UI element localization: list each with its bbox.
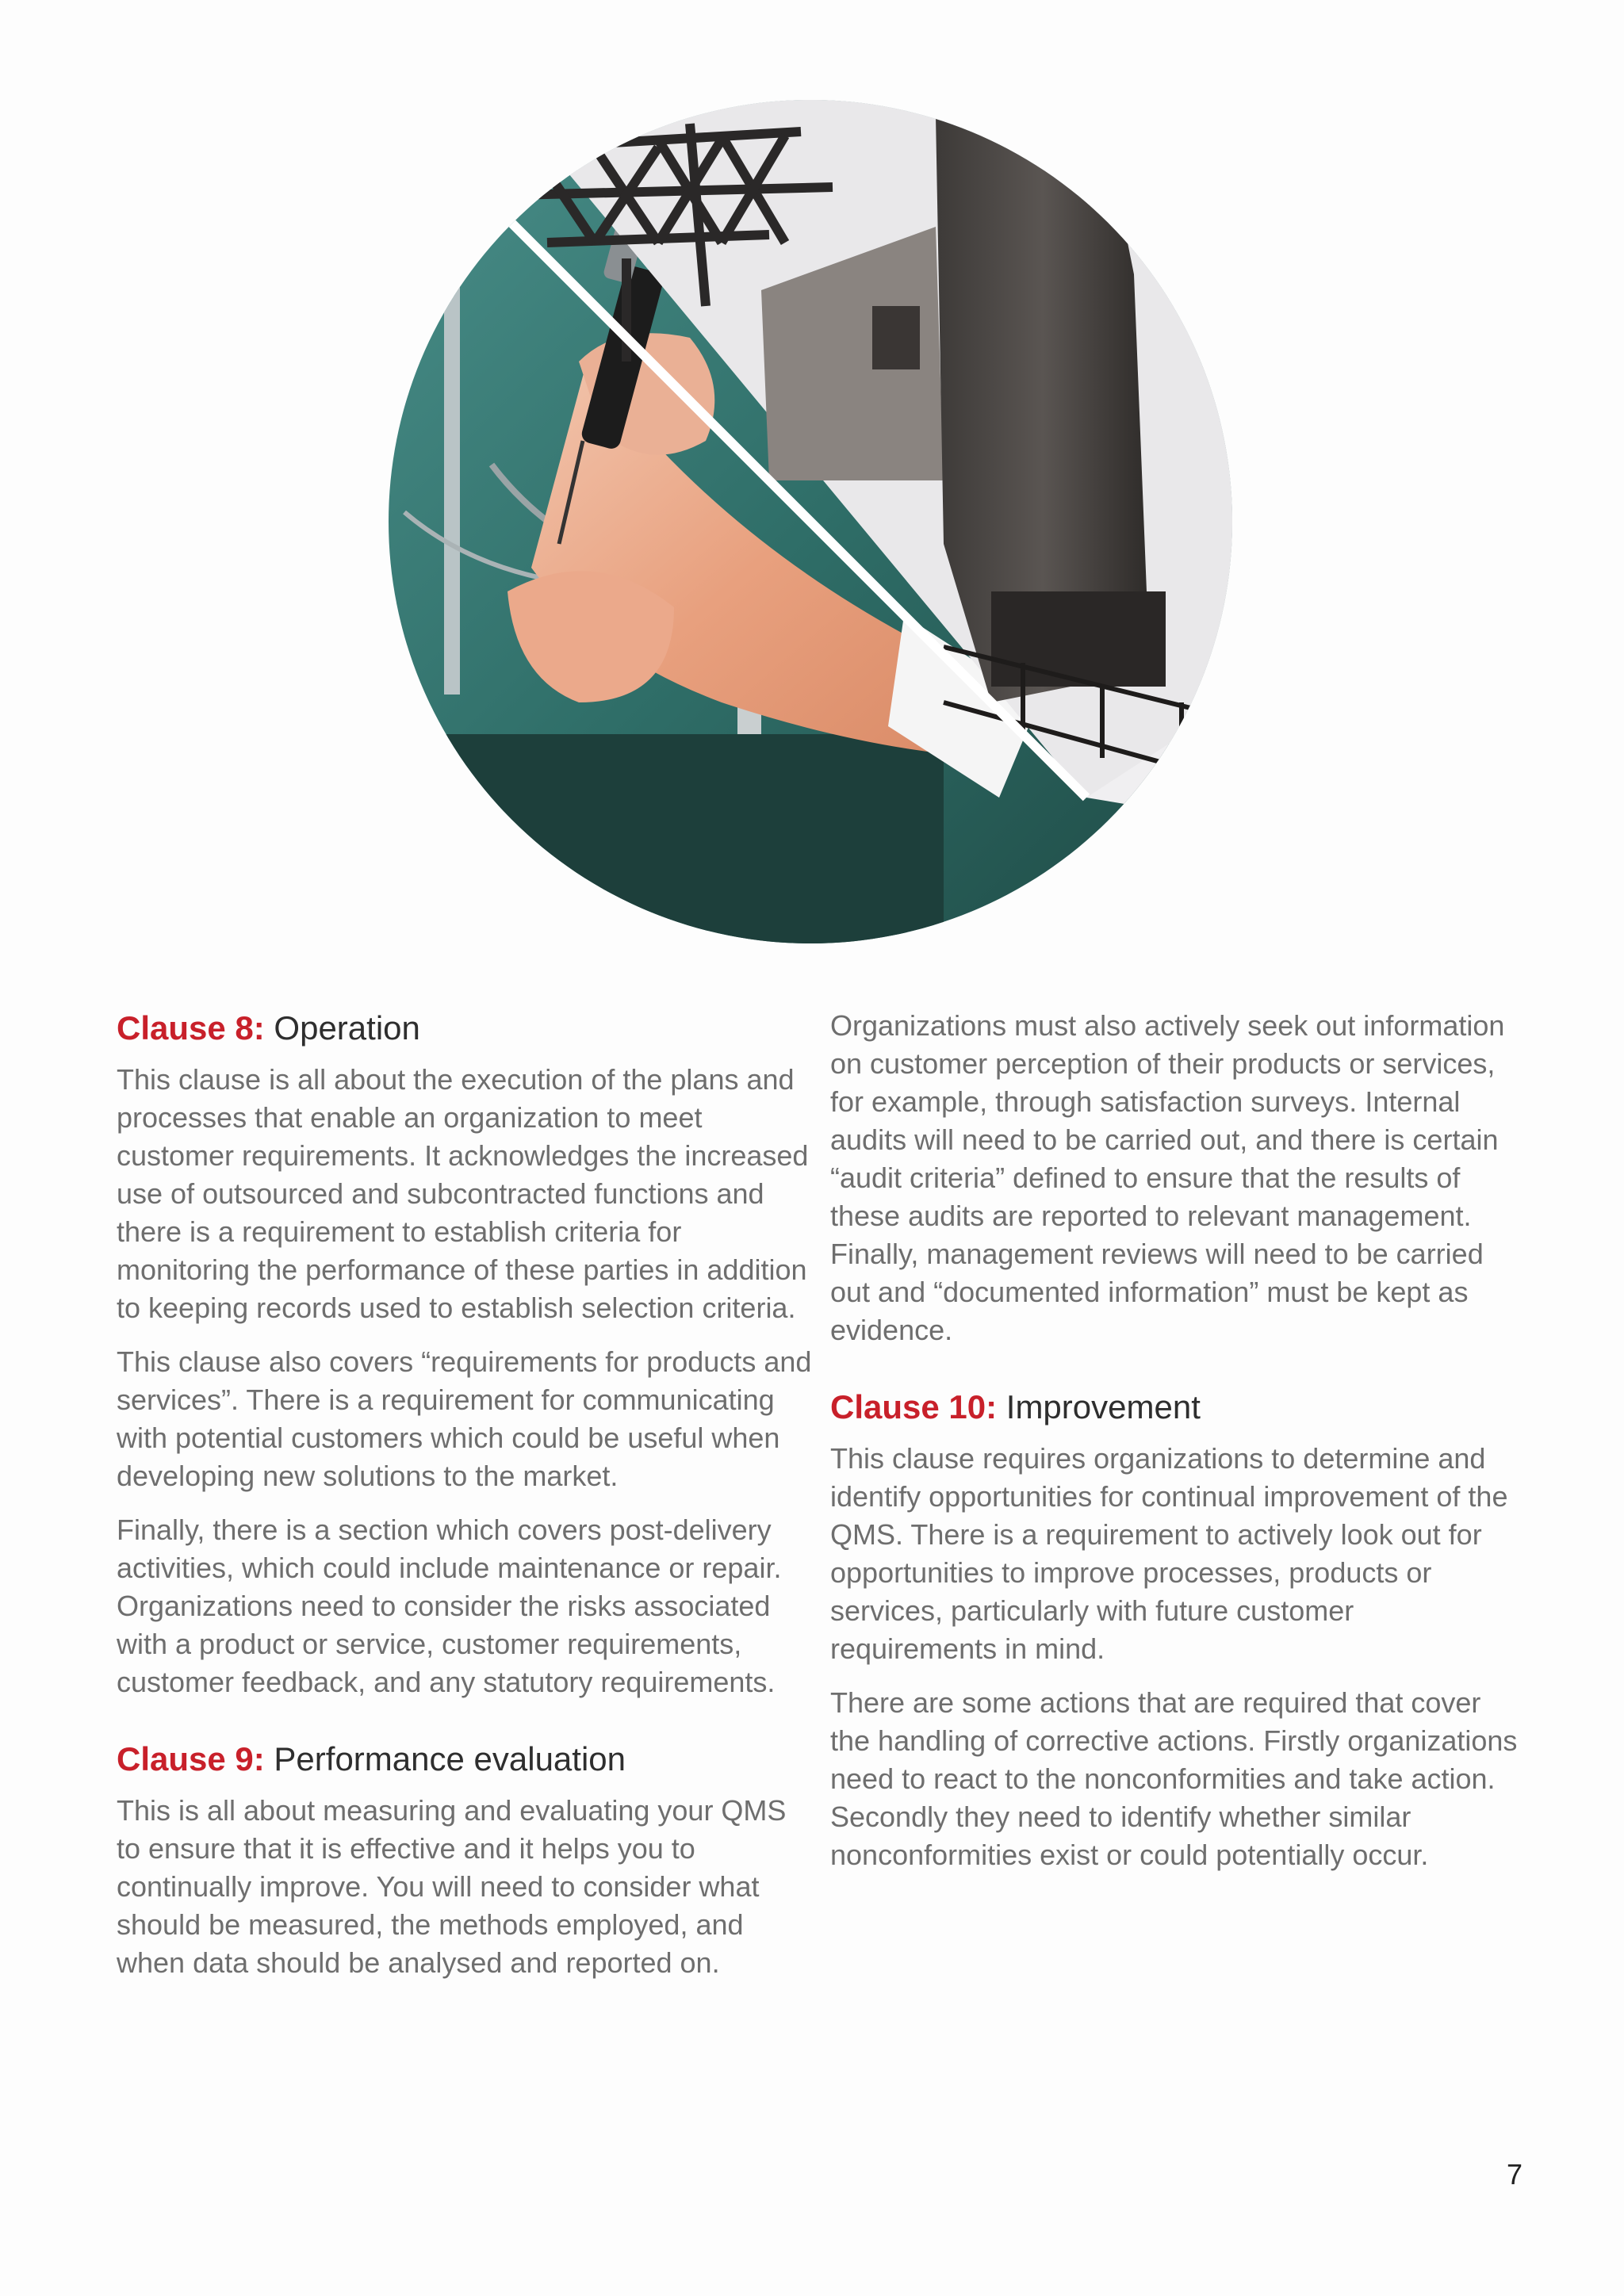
clause-9-title: Performance evaluation [264, 1740, 626, 1777]
clause-10-paragraph-1: This clause requires organizations to determine and identify opportunities for continual improvement of the QMS. There is a requirement to actively look out for opportunities to improve processes, products or services, particularly with future customer requirements in mind. [830, 1442, 1508, 1665]
clause-8-label: Clause 8: [117, 1009, 265, 1047]
hero-image [389, 100, 1232, 943]
clause-8-paragraph-3: Finally, there is a section which covers post-delivery activities, which could include maintenance or repair. Organizations need to consider the risks associated with a product or service, customer requirements, customer feedback, and any statutory requirements. [117, 1513, 782, 1698]
clause-8-heading [117, 1007, 814, 1050]
clause-10-heading [830, 1386, 1528, 1429]
left-column [117, 1007, 814, 1998]
clause-10-title: Improvement [997, 1388, 1201, 1425]
clause-10-label: Clause 10: [830, 1388, 998, 1425]
clause-9-label: Clause 9: [117, 1740, 265, 1777]
right-column [830, 1007, 1528, 1890]
clause-9-heading [117, 1738, 814, 1781]
clause-8-paragraph-2: This clause also covers “requirements for products and services”. There is a requirement for communicating with potential customers which could be useful when developing new solutions to the market. [117, 1345, 812, 1492]
clause-8-title: Operation [264, 1009, 420, 1047]
clause-9-paragraph-1: This is all about measuring and evaluating your QMS to ensure that it is effective and it helps you to continually improve. You will need to consider what should be measured, the methods employed, and when data should be analysed and reported on. [117, 1794, 787, 1979]
clause-10-paragraph-2: There are some actions that are required that cover the handling of corrective actions. Firstly organizations need to react to the nonconformities and take action. Secondly they need to identify whether similar nonconformities exist or could potentially occur. [830, 1686, 1518, 1871]
page-number: 7 [1506, 2158, 1522, 2191]
clause-9-paragraph-2: Organizations must also actively seek out information on customer perception of their products or services, for example, through satisfaction surveys. Internal audits will need to be carried out, and there is certain “audit criteria” defined to ensure that the results of these audits are reported to relevant management. Finally, management reviews will need to be carried out and “documented information” must be kept as evidence. [830, 1009, 1505, 1346]
clause-8-paragraph-1: This clause is all about the execution of the plans and processes that enable an organization to meet customer requirements. It acknowledges the increased use of outsourced and subcontracted functions and there is a requirement to establish criteria for monitoring the performance of these parties in addition to keeping records used to establish selection criteria. [117, 1063, 809, 1324]
